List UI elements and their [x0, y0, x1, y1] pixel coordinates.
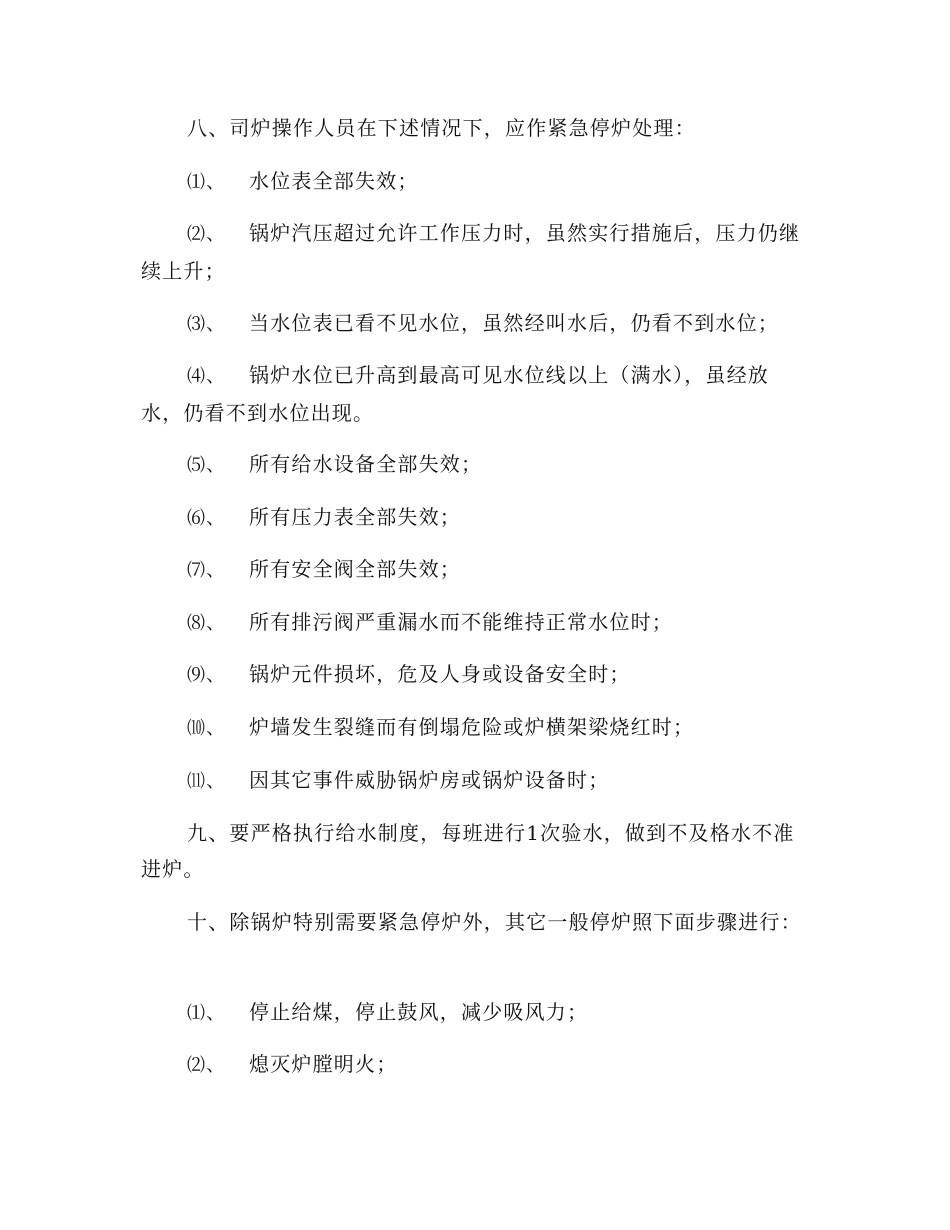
item-number: ⑺、 [187, 560, 226, 581]
item-number: ⑹、 [187, 508, 226, 529]
paragraph-section-9 [141, 815, 811, 887]
list-item [141, 1046, 811, 1084]
item-text: 所有排污阀严重漏水而不能维持正常水位时； [249, 610, 673, 634]
item-number: ⑾、 [187, 771, 226, 792]
list-item [141, 215, 811, 289]
item-number: ⑼、 [187, 665, 226, 686]
list-item [141, 446, 811, 484]
list-item [141, 499, 811, 537]
list-item [141, 762, 811, 800]
item-text: 炉墙发生裂缝而有倒塌危险或炉横架梁烧红时； [249, 715, 695, 739]
item-number: ⑵、 [187, 224, 226, 245]
item-number: ⑻、 [187, 613, 226, 634]
item-text: 熄灭炉膛明火； [249, 1052, 398, 1076]
item-text: 锅炉汽压超过允许工作压力时，虽然实行措施后，压力仍继续上升； [141, 221, 801, 283]
paragraph-section-10 [141, 904, 811, 940]
item-text: 因其它事件威胁锅炉房或锅炉设备时； [249, 768, 610, 792]
list-item [141, 709, 811, 747]
list-item [141, 604, 811, 642]
paragraph-text: 九、要严格执行给水制度，每班进行1次验水，做到不及格水不准进炉。 [141, 821, 795, 881]
list-item [141, 656, 811, 694]
list-item [141, 994, 811, 1032]
item-number: ⑸、 [187, 455, 226, 476]
paragraph-text: 十、除锅炉特别需要紧急停炉外，其它一般停炉照下面步骤进行： [187, 910, 802, 934]
item-text: 所有安全阀全部失效； [249, 557, 461, 581]
item-text: 锅炉水位已升高到最高可见水位线以上（满水），虽经放水，仍看不到水位出现。 [141, 363, 769, 425]
item-number: ⑴、 [187, 1003, 226, 1024]
item-text: 当水位表已看不见水位，虽然经叫水后，仍看不到水位； [249, 311, 779, 335]
paragraph-section-8 [141, 110, 811, 146]
item-number: ⑷、 [187, 366, 226, 387]
list-item [141, 163, 811, 201]
item-text: 所有压力表全部失效； [249, 505, 461, 529]
item-text: 所有给水设备全部失效； [249, 452, 483, 476]
list-item [141, 305, 811, 343]
item-text: 锅炉元件损坏，危及人身或设备安全时； [249, 662, 631, 686]
item-text: 停止给煤，停止鼓风，减少吸风力； [249, 1000, 589, 1024]
item-number: ⑶、 [187, 314, 226, 335]
paragraph-text: 八、司炉操作人员在下述情况下，应作紧急停炉处理： [187, 116, 696, 140]
item-number: ⑴、 [187, 172, 226, 193]
list-item [141, 551, 811, 589]
item-number: ⑵、 [187, 1055, 226, 1076]
list-item [141, 357, 811, 431]
item-number: ⑽、 [187, 718, 226, 739]
item-text: 水位表全部失效； [249, 169, 419, 193]
